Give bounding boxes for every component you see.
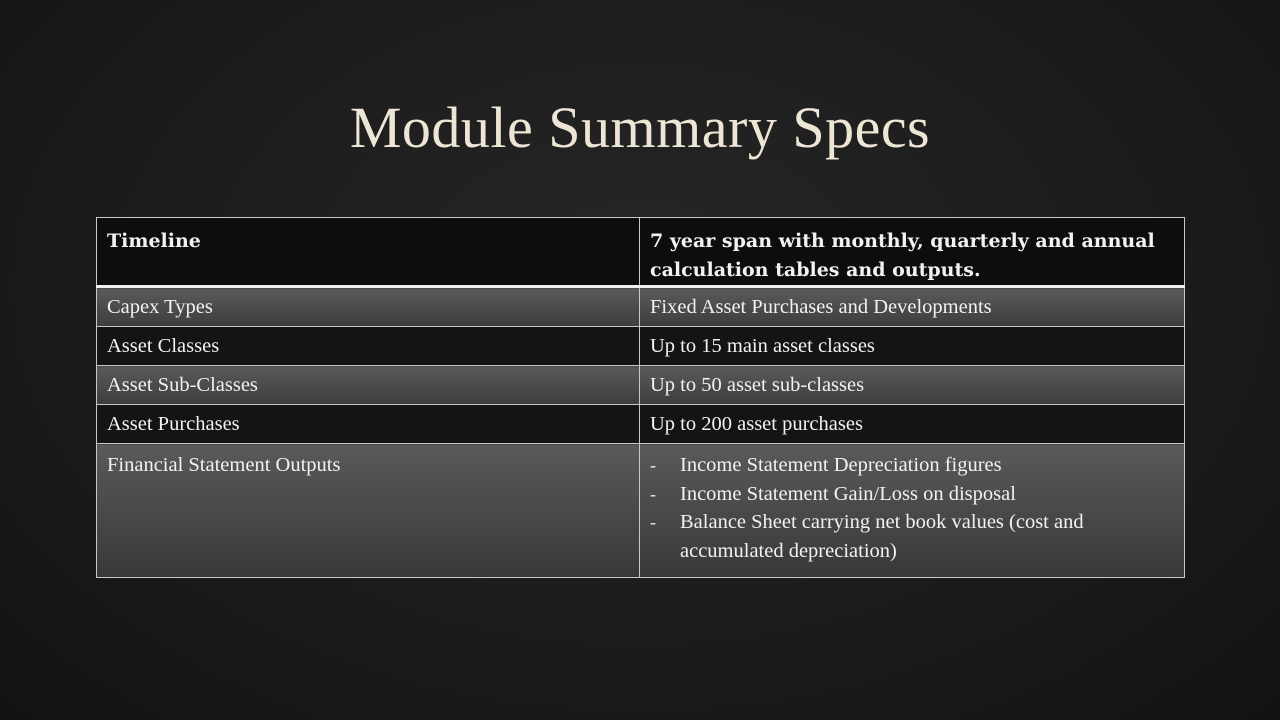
specs-table [96, 217, 1185, 578]
table-cell-value: Up to 200 asset purchases [640, 405, 1185, 444]
table-row-outputs [97, 444, 1185, 578]
table-cell-value [640, 444, 1185, 578]
table-row [97, 327, 1185, 366]
table-cell-label: Capex Types [97, 287, 640, 327]
list-item [650, 480, 1174, 509]
table-header-row [97, 218, 1185, 287]
list-item-text: Balance Sheet carrying net book values (cost and accumulated depreciation) [680, 511, 1084, 562]
table-row [97, 366, 1185, 405]
table-cell-value: Up to 50 asset sub-classes [640, 366, 1185, 405]
table-cell-label: Asset Purchases [97, 405, 640, 444]
outputs-list [650, 451, 1174, 565]
list-item-text: Income Statement Depreciation figures [680, 454, 1002, 476]
list-item [650, 508, 1174, 565]
table-row [97, 405, 1185, 444]
table-row [97, 287, 1185, 327]
dash-bullet-icon: - [650, 455, 656, 475]
dash-bullet-icon: - [650, 483, 656, 504]
table-cell-label: Asset Sub-Classes [97, 366, 640, 405]
slide-title: Module Summary Specs [349, 95, 931, 160]
table-cell-label: Financial Statement Outputs [97, 444, 640, 578]
table-cell-value: Fixed Asset Purchases and Developments [640, 287, 1185, 327]
list-item [650, 451, 1174, 480]
table-cell-label: Asset Classes [97, 327, 640, 366]
table-cell-label: Timeline [97, 218, 640, 287]
table-cell-value: 7 year span with monthly, quarterly and annual calculation tables and outputs. [640, 218, 1185, 287]
dash-bullet-icon: - [650, 512, 656, 532]
table-cell-value: Up to 15 main asset classes [640, 327, 1185, 366]
list-item-text: Income Statement Gain/Loss on disposal [680, 482, 1016, 505]
